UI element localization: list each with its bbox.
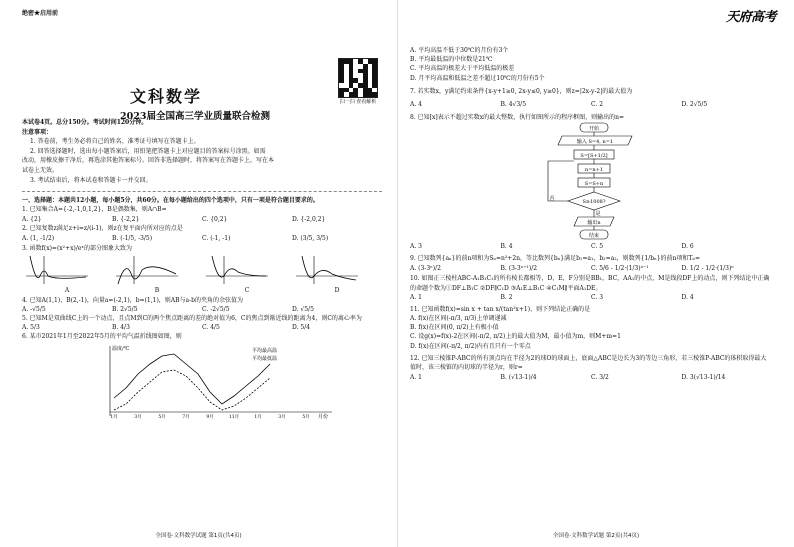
q1-options	[22, 215, 382, 224]
q6-options	[410, 46, 772, 83]
graph-b[interactable]	[112, 254, 202, 296]
option[interactable]: C. 2	[591, 101, 604, 109]
q2-options	[22, 233, 382, 244]
option[interactable]: A. -√5/5	[22, 306, 46, 314]
option[interactable]: C. 3/2	[591, 374, 609, 382]
question-6: 6. 某市2021年1月至2022年5月的平均气温折线图如图，则	[22, 333, 182, 341]
exam-title: 2023届全国高三学业质量联合检测	[120, 111, 270, 122]
graph-label: B	[154, 287, 160, 295]
option[interactable]: C. 3	[591, 293, 604, 301]
q4-options	[22, 305, 382, 314]
option[interactable]: D. 月平均高温和低温之差不超过10℃的月份有5个	[410, 74, 545, 82]
question-12: 12. 已知三棱锥P-ABC的所有顶点均在半径为2的球O的球面上，底面△ABC是边长为3的等边三角形，若三棱锥P-ABC的体积取得最大值时，该三棱锥的内切球的半径为r，则r=	[410, 354, 767, 372]
top-note: 绝密★启用前	[22, 10, 59, 17]
option[interactable]: A. {2}	[22, 215, 42, 223]
legend-low: 平均最低温	[252, 355, 278, 362]
option[interactable]: C. (-1, -1)	[202, 234, 231, 242]
option[interactable]: C. -2√5/5	[202, 306, 230, 314]
q9-options	[410, 263, 772, 274]
option[interactable]: B. 4/3	[112, 324, 130, 332]
tick: 5月	[158, 414, 166, 420]
graph-b-plot	[112, 254, 182, 286]
section-header: 一、选择题：本题共12小题，每小题5分，共60分。在每小题给出的四个选项中，只有一项是符合题目要求的。	[22, 197, 319, 205]
tick: 5月	[302, 414, 310, 420]
info-line: 3. 考试结束后，将本试卷和答题卡一并交回。	[30, 176, 152, 184]
flow-box1: S=[S+1/2]	[580, 153, 608, 160]
question-11: 11. 已知函数f(x)=sin x + tan x/(tan²x+1)，则下列结论正确的是	[410, 305, 591, 313]
question-2: 2. 已知复数z满足z+i=z/(i-1)，则z在复平面内所对应的点是	[22, 224, 183, 232]
option[interactable]: D. √5/5	[292, 306, 314, 314]
option[interactable]: B. f(x)在区间(0, π/2)上有极小值	[410, 324, 499, 332]
q12-options	[410, 372, 772, 383]
flow-no: 否	[549, 196, 555, 203]
flow-box2: n=n+1	[584, 167, 604, 174]
info-line: 注意事项：	[22, 128, 53, 136]
option[interactable]: A. 5/3	[22, 324, 40, 332]
option[interactable]: D. 2√5/5	[681, 101, 708, 109]
question-9: 9. 已知数列{aₙ}的前n项和为Sₙ=n²+2n，等比数列{bₙ}满足b₁=a₁，b₂=a₂，则数列{1/bₙ}的前n项和Tₙ=	[410, 255, 700, 263]
info-line: 改动，用橡皮擦干净后，再选涂其他答案标号。回答非选择题时，将答案写在答题卡上，写在本	[22, 157, 275, 165]
x-ticks	[110, 413, 309, 420]
graph-a[interactable]	[22, 254, 112, 296]
page-footer-left: 全国卷·文科数学试题 第1页(共4页)	[155, 533, 242, 539]
brand-logo: 天府高考	[725, 10, 776, 25]
option[interactable]: C. 设g(x)=f(x)-2在区间(-π/2, π/2)上的最大值为M，最小值为m，则M+m=1	[410, 333, 621, 341]
option[interactable]: A. (3-3ⁿ)/2	[410, 265, 441, 273]
tick: 3月	[278, 414, 286, 420]
option[interactable]: D. (3/5, 3/5)	[292, 234, 329, 242]
graph-d-plot	[292, 254, 362, 286]
option[interactable]: D. 6	[681, 243, 694, 251]
option[interactable]: B. (-1/5, -3/5)	[112, 234, 153, 242]
option[interactable]: A. 3	[410, 243, 422, 251]
qr-code-icon	[338, 58, 378, 98]
tick: 7月	[182, 414, 190, 420]
tick: 3月	[134, 414, 142, 420]
q7-options	[410, 100, 772, 109]
question-5: 5. 已知M是双曲线C上的一个动点，且点M到C的两个焦点距离的差的绝对值为6，C的焦点到渐近线的距离为4，则C的离心率为	[22, 315, 362, 323]
graph-label: C	[244, 287, 250, 295]
option[interactable]: C. 5	[591, 243, 604, 251]
option[interactable]: D. 3(√13-1)/14	[681, 374, 726, 382]
question-10: 10. 如图正三棱柱ABC-A₁B₁C₁的所有棱长都相等，D，E，F分别是BB₁，BC，AA₁的中点，M是线段DF上的动点，则下列结论中正确的命题个数为①DF⊥B₁C ②DF∥C₁D ③A₁E⊥B₁C ④C₁M∥平面A₁DE。	[410, 275, 770, 292]
option[interactable]: A. f(x)在区间(-π/3, π/3)上单调递减	[410, 315, 507, 323]
q10-options	[410, 293, 772, 302]
option[interactable]: B. 平均最低温的中位数是21℃	[410, 56, 493, 64]
option[interactable]: B. 2√5/5	[112, 306, 138, 314]
q5-options	[22, 323, 382, 332]
q3-graphs	[22, 254, 382, 296]
flow-yes: 是	[595, 211, 601, 218]
flow-box3: S=S+n	[584, 181, 604, 188]
graph-c[interactable]	[202, 254, 292, 296]
option[interactable]: B. 4	[500, 243, 513, 251]
flow-start: 开始	[588, 126, 600, 133]
option[interactable]: D. 4	[681, 293, 694, 301]
question-1: 1. 已知集合A={-2,-1,0,1,2}，B是偶数集，则A∩B=	[22, 206, 167, 214]
graph-label: D	[334, 287, 340, 295]
option[interactable]: B. (√13-1)/4	[500, 374, 537, 382]
option[interactable]: A. (1, -1/2)	[22, 234, 55, 242]
question-7: 7. 若实数x，y满足约束条件{x-y+1≥0, 2x-y≤0, y≥0}，则z=|2x-y-2|的最大值为	[410, 87, 633, 95]
qr-caption: 扫一扫 查看解析	[339, 99, 377, 105]
flow-output: 输出n	[587, 220, 601, 227]
tick: 9月	[206, 414, 214, 420]
right-page	[397, 0, 794, 547]
graph-a-plot	[22, 254, 92, 286]
page-footer-right: 全国卷·文科数学试题 第2页(共4页)	[552, 533, 640, 539]
question-4: 4. 已知A(1,1)，B(2,-1)，向量a=(-2,1)，b=(1,1)，则AB与a-b的夹角的余弦值为	[22, 297, 243, 305]
q8-options	[410, 242, 772, 251]
tick: 1月	[254, 414, 262, 420]
option[interactable]: B. 2	[500, 293, 513, 301]
low-temp-line	[114, 370, 270, 410]
program-flowchart	[540, 122, 660, 240]
legend-high: 平均最高温	[252, 347, 278, 354]
graph-label: A	[64, 287, 70, 295]
question-3: 3. 函数f(x)=(x²+x)/eˣ的部分图象大致为	[22, 244, 132, 252]
flow-cond: S≥1008?	[582, 199, 606, 206]
option[interactable]: D. f(x)在区间(-π/2, π/2)内有且只有一个零点	[410, 342, 531, 350]
info-line: 1. 答卷前，考生务必将自己的姓名、准考证号填写在答题卡上。	[30, 138, 200, 146]
option[interactable]: A. 平均高温不低于30℃的月份有3个	[410, 47, 509, 54]
option[interactable]: B. (3-3ⁿ⁺¹)/2	[500, 265, 538, 273]
option[interactable]: D. 1/2 - 1/2·(1/3)ⁿ	[681, 265, 734, 273]
temperature-chart	[92, 342, 342, 420]
option[interactable]: C. {0,2}	[202, 215, 228, 223]
option[interactable]: B. 4√3/5	[500, 101, 527, 109]
chart-ylabel: 温度/℃	[112, 345, 130, 352]
flow-input: 输入 S=4, n=1	[576, 139, 614, 146]
subject-title: 文科数学	[130, 87, 203, 106]
exam-instructions	[22, 118, 382, 420]
option[interactable]: C. 4/5	[202, 324, 220, 332]
graph-d[interactable]	[292, 254, 382, 296]
option[interactable]: C. 5/6 - 1/2·(1/3)ⁿ⁻¹	[591, 265, 649, 273]
tick: 1月	[110, 414, 118, 420]
option[interactable]: D. {-2,0,2}	[292, 215, 326, 223]
chart-xlabel: 月份	[318, 413, 329, 420]
info-line: 试卷上无效。	[22, 166, 59, 174]
option[interactable]: D. 5/4	[292, 324, 311, 332]
info-line: 本试卷4页。总分150分。考试时间120分钟。	[22, 119, 148, 126]
flow-end: 结束	[588, 233, 600, 240]
option[interactable]: A. 1	[410, 293, 422, 301]
option[interactable]: A. 1	[410, 374, 422, 382]
q11-options	[410, 314, 772, 351]
info-line: 2. 回答选择题时，选出每小题答案后，用铅笔把答题卡上对应题目的答案标号涂黑。如需	[30, 147, 266, 155]
divider	[22, 191, 382, 192]
option[interactable]: C. 平均高温的极差大于平均低温的极差	[410, 65, 515, 73]
option[interactable]: A. 4	[410, 101, 422, 109]
tick: 11月	[228, 414, 240, 420]
graph-c-plot	[202, 254, 272, 286]
option[interactable]: B. {-2,2}	[112, 215, 140, 223]
question-8: 8. 已知[x]表示不超过实数x的最大整数，执行如图所示的程序框图，则输出的n=	[410, 114, 624, 122]
high-temp-line	[114, 354, 270, 404]
